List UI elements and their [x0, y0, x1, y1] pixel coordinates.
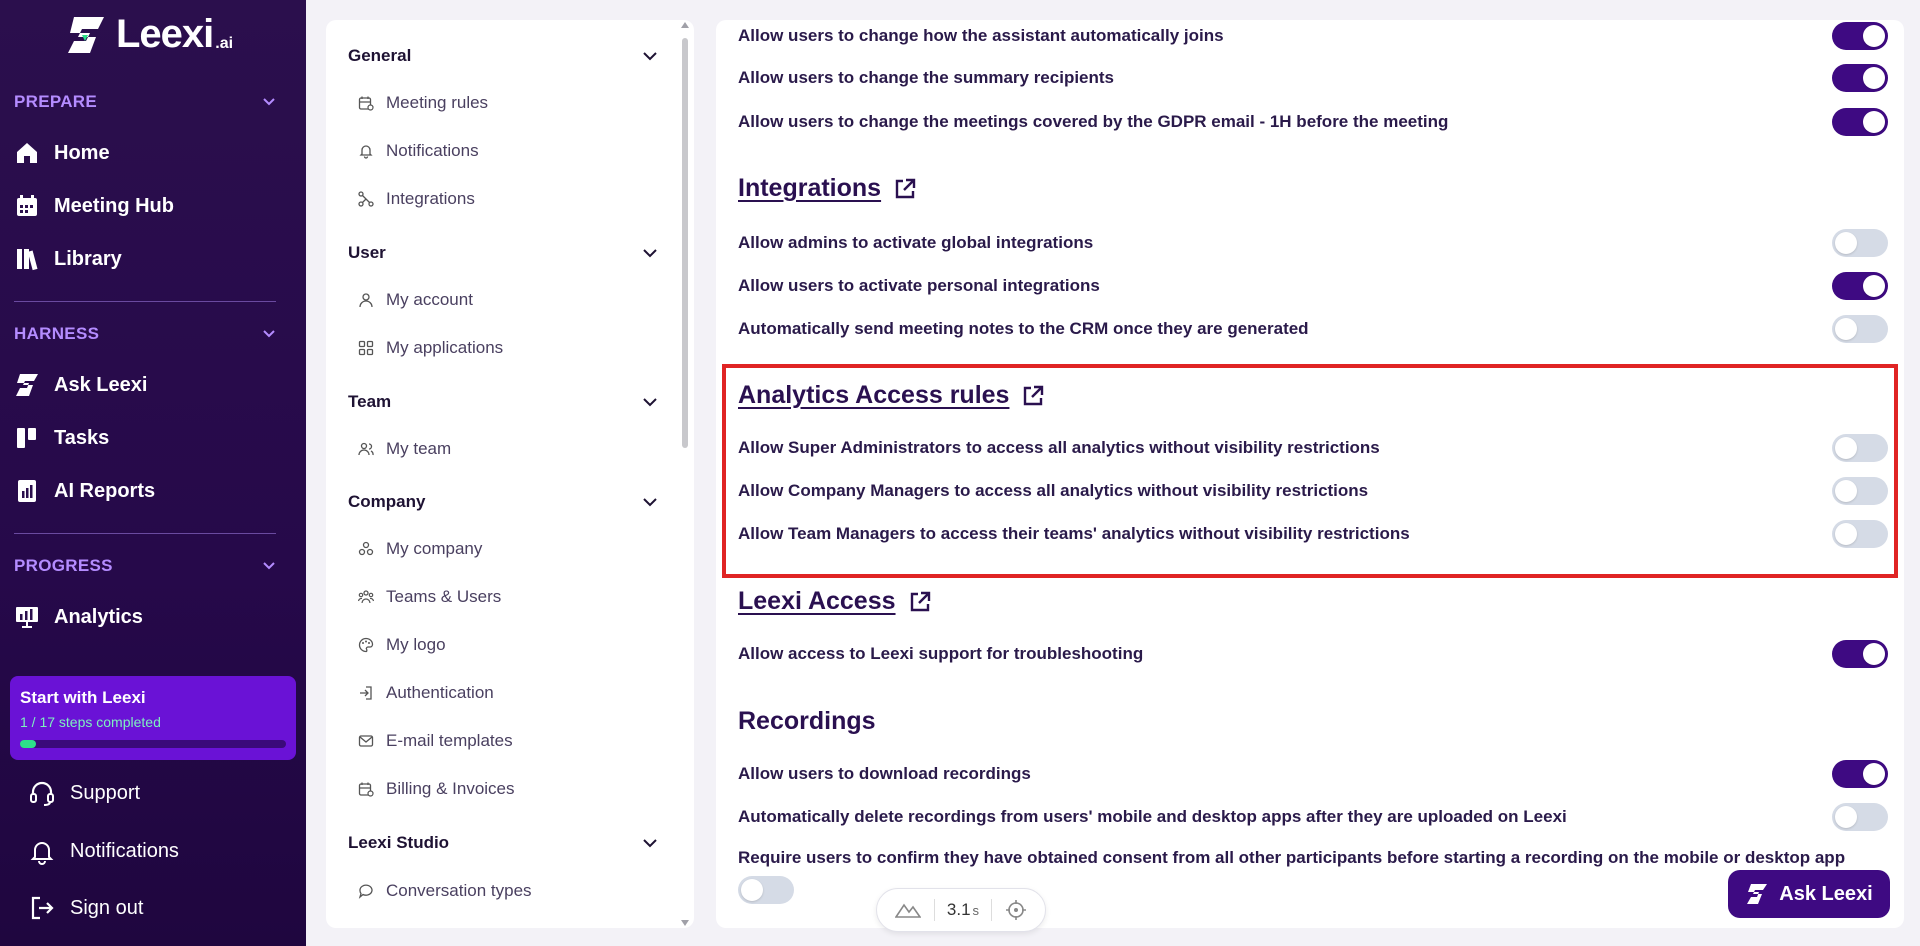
timer-separator — [934, 899, 935, 921]
invoice-icon — [358, 781, 374, 797]
chevron-down-icon — [262, 559, 276, 573]
settings-content — [716, 20, 1904, 928]
onboarding-title: Start with Leexi — [20, 688, 146, 707]
setting-row — [738, 227, 1888, 259]
integrations-icon — [358, 191, 374, 207]
menu-group-user[interactable] — [348, 243, 658, 263]
company-icon — [358, 541, 374, 557]
chevron-down-icon — [642, 494, 658, 510]
sign-out-icon — [28, 894, 56, 922]
setting-row — [738, 842, 1888, 874]
chevron-down-icon — [642, 394, 658, 410]
setting-toggle[interactable] — [1832, 64, 1888, 92]
main-sidebar — [0, 0, 306, 946]
timer-unit: s — [972, 903, 980, 918]
sidebar-item-label: Home — [54, 141, 110, 164]
menu-group-general[interactable] — [348, 46, 658, 66]
setting-row — [738, 801, 1888, 833]
setting-row — [738, 475, 1888, 507]
setting-label: Require users to confirm they have obtained consent from all other participants before starting a recording on the mobile or desktop app — [738, 848, 1846, 867]
timer-value: 3.1 — [946, 900, 971, 919]
sidebar-item-label: Analytics — [54, 605, 143, 628]
sidebar-item-tasks[interactable] — [14, 425, 109, 451]
sidebar-item-notifications[interactable] — [28, 837, 179, 865]
menu-item-email-templates[interactable] — [358, 731, 513, 751]
toggle-knob — [1863, 67, 1885, 89]
setting-label: Allow Team Managers to access their teams' analytics without visibility restrictions — [738, 524, 1410, 543]
sidebar-divider — [14, 533, 276, 534]
brand-suffix: .ai — [215, 35, 234, 52]
report-icon — [14, 478, 40, 504]
analytics-icon — [14, 604, 40, 630]
chevron-down-icon — [642, 835, 658, 851]
setting-label: Allow users to change how the assistant automatically joins — [738, 26, 1224, 45]
section-title-text: Leexi Access — [738, 587, 896, 615]
setting-row — [738, 20, 1888, 52]
setting-label: Allow access to Leexi support for troubleshooting — [738, 644, 1144, 663]
onboarding-progress-bar — [20, 740, 286, 748]
section-prepare-label: PREPARE — [14, 92, 98, 111]
leexi-logo[interactable] — [64, 12, 233, 57]
section-title-text: Recordings — [738, 707, 876, 735]
menu-item-label: Teams & Users — [386, 587, 502, 606]
section-harness[interactable] — [14, 324, 276, 344]
mail-icon — [358, 733, 374, 749]
users-group-icon — [358, 589, 374, 605]
sidebar-item-home[interactable] — [14, 140, 110, 166]
menu-item-label: Authentication — [386, 683, 494, 702]
logo-palette-icon — [358, 637, 374, 653]
setting-toggle[interactable] — [1832, 22, 1888, 50]
menu-group-label: Leexi Studio — [348, 833, 450, 852]
sidebar-item-support[interactable] — [28, 779, 140, 807]
section-title-integrations[interactable] — [738, 174, 917, 203]
team-icon — [358, 441, 374, 457]
menu-group-label: General — [348, 46, 412, 65]
setting-toggle[interactable] — [1832, 229, 1888, 257]
setting-label: Allow users to download recordings — [738, 764, 1031, 783]
sidebar-item-library[interactable] — [14, 246, 122, 272]
onboarding-progress-text: 1 / 17 steps completed — [20, 714, 161, 730]
setting-toggle[interactable] — [1832, 640, 1888, 668]
setting-row — [738, 106, 1888, 138]
setting-row — [738, 62, 1888, 94]
setting-label: Allow users to change the meetings covered by the GDPR email - 1H before the meeting — [738, 112, 1449, 131]
setting-toggle[interactable] — [1832, 434, 1888, 462]
onboarding-progress-fill — [20, 740, 36, 748]
section-progress[interactable] — [14, 556, 276, 576]
section-title-recordings — [738, 707, 876, 736]
bell-icon — [358, 143, 374, 159]
menu-item-authentication[interactable] — [358, 683, 494, 703]
external-link-icon — [893, 177, 917, 201]
menu-group-company[interactable] — [348, 492, 658, 512]
library-icon — [14, 246, 40, 272]
scroll-up-arrow-icon[interactable] — [681, 22, 689, 28]
section-title-analytics-access[interactable] — [738, 381, 1045, 410]
menu-item-teams-users[interactable] — [358, 587, 501, 607]
section-title-text: Integrations — [738, 174, 882, 202]
menu-item-integrations[interactable] — [358, 189, 475, 209]
setting-toggle[interactable] — [1832, 760, 1888, 788]
setting-toggle[interactable] — [738, 876, 794, 904]
toggle-knob — [1835, 480, 1857, 502]
toggle-knob — [1863, 643, 1885, 665]
toggle-knob — [741, 879, 763, 901]
toggle-knob — [1863, 25, 1885, 47]
menu-item-label: My company — [386, 539, 483, 558]
timer-separator — [991, 899, 992, 921]
toggle-knob — [1835, 523, 1857, 545]
sidebar-item-label: Library — [54, 247, 122, 270]
apps-grid-icon — [358, 340, 374, 356]
setting-label: Allow admins to activate global integrations — [738, 233, 1094, 252]
menu-item-billing[interactable] — [358, 779, 515, 799]
setting-toggle[interactable] — [1832, 520, 1888, 548]
setting-label: Allow users to activate personal integrations — [738, 276, 1100, 295]
setting-label: Automatically send meeting notes to the CRM once they are generated — [738, 319, 1309, 338]
home-icon — [14, 140, 40, 166]
menu-item-my-company[interactable] — [358, 539, 482, 559]
menu-group-leexi-studio[interactable] — [348, 833, 658, 853]
setting-row — [738, 432, 1888, 464]
sidebar-item-label: AI Reports — [54, 479, 156, 502]
setting-toggle[interactable] — [1832, 803, 1888, 831]
menu-item-my-account[interactable] — [358, 290, 473, 310]
setting-toggle[interactable] — [1832, 108, 1888, 136]
chevron-down-icon — [642, 48, 658, 64]
toggle-knob — [1835, 437, 1857, 459]
setting-label: Allow users to change the summary recipients — [738, 68, 1115, 87]
setting-label: Allow Super Administrators to access all analytics without visibility restrictions — [738, 438, 1380, 457]
sidebar-item-sign-out[interactable] — [28, 894, 143, 922]
menu-item-my-team[interactable] — [358, 439, 451, 459]
menu-item-label: Conversation types — [386, 881, 532, 900]
calendar-settings-icon — [358, 95, 374, 111]
menu-item-label: E-mail templates — [386, 731, 513, 750]
section-progress-label: PROGRESS — [14, 556, 113, 575]
sidebar-item-label: Support — [70, 781, 141, 804]
setting-label: Allow Company Managers to access all analytics without visibility restrictions — [738, 481, 1369, 500]
menu-group-label: Team — [348, 392, 392, 411]
ask-leexi-label: Ask Leexi — [1779, 882, 1873, 905]
chevron-down-icon — [262, 95, 276, 109]
section-harness-label: HARNESS — [14, 324, 100, 343]
section-prepare[interactable] — [14, 92, 276, 112]
menu-scroll-thumb[interactable] — [682, 38, 688, 448]
chevron-down-icon — [262, 327, 276, 341]
menu-item-meeting-rules[interactable] — [358, 93, 488, 113]
menu-item-label: Notifications — [386, 141, 479, 160]
menu-item-label: My team — [386, 439, 452, 458]
section-title-leexi-access[interactable] — [738, 587, 932, 616]
menu-item-label: My account — [386, 290, 473, 309]
menu-item-notifications[interactable] — [358, 141, 479, 161]
crosshair-icon[interactable] — [1005, 899, 1027, 921]
menu-item-label: Meeting rules — [386, 93, 489, 112]
setting-label: Automatically delete recordings from users' mobile and desktop apps after they are uploaded on Leexi — [738, 807, 1567, 826]
sidebar-item-label: Tasks — [54, 426, 110, 449]
settings-menu — [326, 20, 694, 928]
sidebar-item-label: Sign out — [70, 896, 144, 919]
toggle-knob — [1835, 318, 1857, 340]
bell-icon — [28, 837, 56, 865]
headset-icon — [28, 779, 56, 807]
tasks-icon — [14, 425, 40, 451]
setting-row — [738, 270, 1888, 302]
sidebar-item-meeting-hub[interactable] — [14, 193, 174, 219]
toggle-knob — [1835, 232, 1857, 254]
sidebar-item-label: Meeting Hub — [54, 194, 174, 217]
menu-item-my-applications[interactable] — [358, 338, 503, 358]
user-icon — [358, 292, 374, 308]
menu-group-label: Company — [348, 492, 426, 511]
chat-bubble-icon — [358, 883, 374, 899]
toggle-knob — [1863, 275, 1885, 297]
menu-item-label: Integrations — [386, 189, 475, 208]
setting-row — [738, 638, 1888, 670]
menu-group-team[interactable] — [348, 392, 658, 412]
setting-toggle[interactable] — [1832, 272, 1888, 300]
toggle-knob — [1863, 111, 1885, 133]
menu-item-conversation-types[interactable] — [358, 881, 532, 901]
mountain-icon — [895, 901, 921, 919]
sidebar-divider — [14, 301, 276, 302]
sidebar-item-label: Notifications — [70, 839, 179, 862]
timer-readout — [947, 900, 979, 920]
chevron-down-icon — [642, 245, 658, 261]
onboarding-card[interactable] — [10, 676, 296, 760]
setting-row — [738, 313, 1888, 345]
performance-timer[interactable] — [876, 888, 1046, 932]
sidebar-item-ask-leexi[interactable] — [14, 372, 147, 398]
setting-row — [738, 758, 1888, 790]
external-link-icon — [908, 590, 932, 614]
section-title-text: Analytics Access rules — [738, 381, 1010, 409]
menu-item-label: My logo — [386, 635, 446, 654]
sidebar-item-ai-reports[interactable] — [14, 478, 155, 504]
menu-item-label: Billing & Invoices — [386, 779, 515, 798]
ask-leexi-button[interactable] — [1728, 870, 1890, 918]
sidebar-item-analytics[interactable] — [14, 604, 143, 630]
setting-row — [738, 518, 1888, 550]
menu-item-my-logo[interactable] — [358, 635, 446, 655]
login-icon — [358, 685, 374, 701]
menu-item-label: My applications — [386, 338, 504, 357]
sidebar-item-label: Ask Leexi — [54, 373, 148, 396]
toggle-knob — [1835, 806, 1857, 828]
menu-scrollbar[interactable] — [682, 20, 692, 928]
ask-leexi-icon — [1745, 882, 1769, 906]
setting-toggle[interactable] — [1832, 315, 1888, 343]
menu-group-label: User — [348, 243, 386, 262]
ask-leexi-icon — [14, 372, 40, 398]
setting-toggle[interactable] — [1832, 477, 1888, 505]
scroll-down-arrow-icon[interactable] — [681, 920, 689, 926]
leexi-logo-icon — [64, 15, 108, 55]
calendar-icon — [14, 193, 40, 219]
toggle-knob — [1863, 763, 1885, 785]
external-link-icon — [1021, 384, 1045, 408]
brand-name: Leexi — [116, 12, 214, 56]
